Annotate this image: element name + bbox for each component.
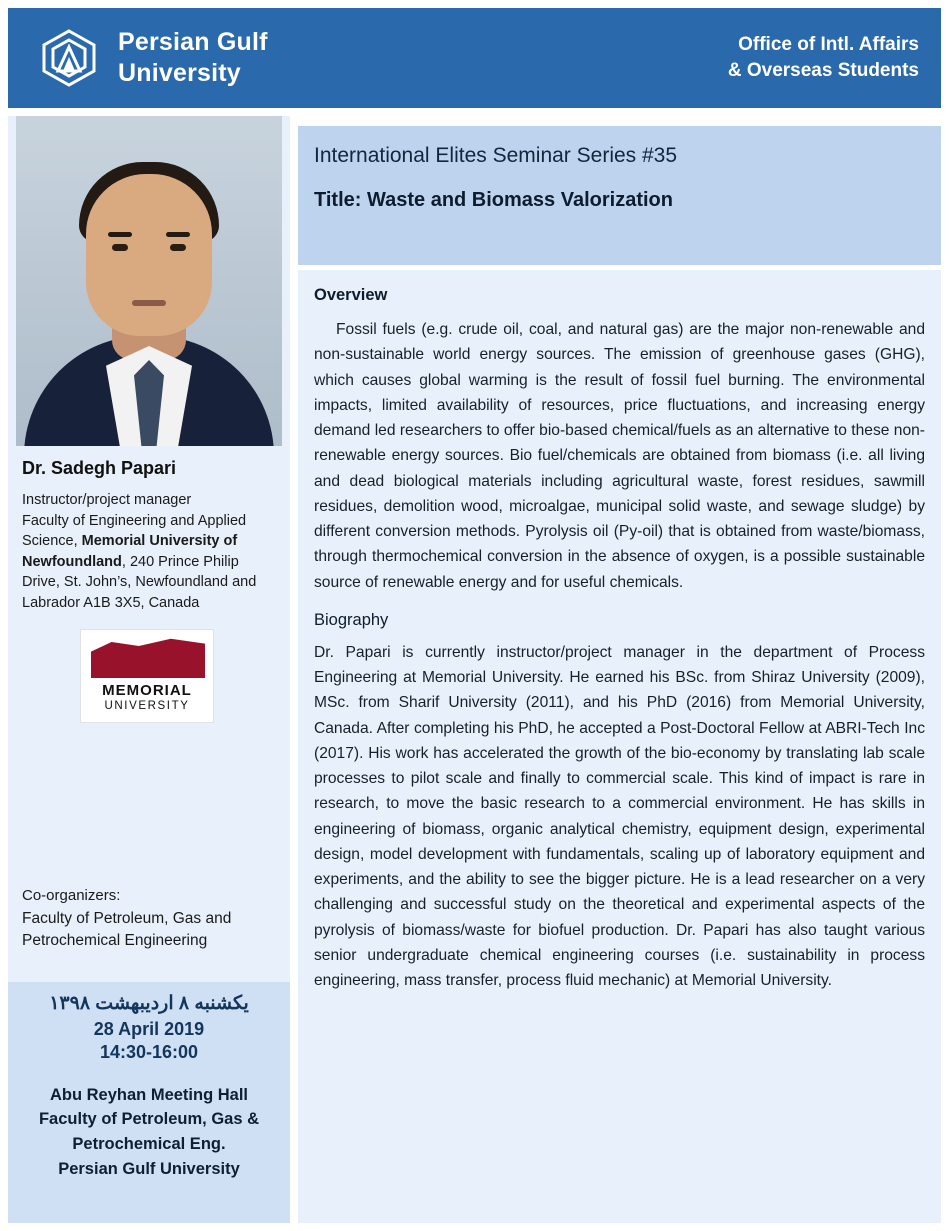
event-venue bbox=[8, 1083, 290, 1182]
event-venue-line3: Petrochemical Eng. bbox=[72, 1135, 226, 1154]
event-date-persian: یکشنبه ۸ اردیبهشت ۱۳۹۸ bbox=[49, 993, 249, 1014]
speaker-affiliation-post: , 240 Prince Philip Drive, St. John’s, Newfoundland and Labrador A1B 3X5, Canada bbox=[22, 553, 257, 611]
speaker-affiliation-pre: Faculty of Engineering and Applied Science, bbox=[22, 512, 247, 550]
office-title-line2: & Overseas Students bbox=[727, 60, 919, 81]
event-venue-line2: Faculty of Petroleum, Gas & bbox=[38, 1110, 260, 1129]
poster-header bbox=[8, 8, 941, 108]
co-organizers-value: Faculty of Petroleum, Gas and Petrochemical Engineering bbox=[22, 910, 232, 949]
speaker-name: Dr. Sadegh Papari bbox=[22, 458, 177, 478]
event-details-panel bbox=[8, 982, 290, 1223]
event-venue-line4: Persian Gulf University bbox=[58, 1159, 240, 1178]
biography-text: Dr. Papari is currently instructor/project manager in the department of Process Engineering at Memorial University. He earned his BSc. from Shiraz University (2009), MSc. from Sharif University (2011), and his PhD (2016) from Memorial University, Canada. After completing his PhD, he accepted a Post-Doctoral Fellow at ABRI-Tech Inc (2017). His work has accelerated the growth of the bio-economy by translating lab scale processes to pilot scale and finally to commercial scale. This kind of impact is rare in research, to move the basic research to a commercial environment. He has skills in engineering of biomass, organic analytical chemistry, equipment design, experimental design, model development with fundamentals, scaling up of laboratory equipment and experiments, and the ability to see the bigger picture. He is a lead researcher on a very challenging and successful study on the theoretical and experimental aspects of the pyrolysis of biomass/waste for biofuel production. Dr. Papari has also taught various senior undergraduate chemical engineering courses (i.e. sustainability in process engineering, mass transfer, process fluid mechanic) at Memorial University. bbox=[314, 643, 925, 989]
speaker-role: Instructor/project manager bbox=[22, 492, 192, 508]
co-organizers-label: Co-organizers: bbox=[22, 887, 121, 904]
persian-gulf-university-logo-icon bbox=[38, 27, 100, 89]
overview-heading: Overview bbox=[314, 286, 388, 304]
event-time: 14:30-16:00 bbox=[99, 1041, 199, 1062]
memorial-university-logo bbox=[80, 629, 214, 723]
university-name-line1: Persian Gulf bbox=[118, 27, 268, 56]
university-brand bbox=[38, 27, 268, 90]
event-date-gregorian: 28 April 2019 bbox=[93, 1018, 205, 1039]
university-name bbox=[118, 27, 268, 90]
speaker-portrait-photo bbox=[16, 116, 282, 446]
memorial-logo-word1: MEMORIAL bbox=[102, 682, 192, 699]
seminar-title-box bbox=[298, 126, 941, 265]
office-title bbox=[728, 32, 919, 83]
memorial-crest-icon bbox=[91, 638, 205, 678]
speaker-affiliation bbox=[22, 490, 278, 613]
seminar-series-label: International Elites Seminar Series #35 bbox=[314, 144, 678, 167]
event-venue-line1: Abu Reyhan Meeting Hall bbox=[49, 1085, 249, 1104]
seminar-body bbox=[298, 270, 941, 1223]
biography-heading: Biography bbox=[314, 610, 389, 629]
speaker-affiliation-institution: Memorial University of Newfoundland bbox=[22, 533, 238, 570]
overview-text: Fossil fuels (e.g. crude oil, coal, and natural gas) are the major non-renewable and non-sustainable world energy sources. The emission of greenhouse gases (GHG), which causes global warming is the result of fossil fuel burning. The environmental impacts, limited availability of resources, price fluctuations, and increasing energy demand led researchers to offer bio-based chemical/fuels as an alternative to these non-renewable energy sources. Bio fuel/chemicals are obtained from biomass (i.e. all living and dead biological materials including agricultural waste, forest residues, sawmill residues, demolition wood, microalgae, municipal solid waste, and sewage sludge) by different conversion methods. Pyrolysis oil (Py-oil) that is obtained from waste/biomass, through thermochemical conversion in the absence of oxygen, is a possible sustainable source of renewable energy and for useful chemicals. bbox=[314, 321, 925, 591]
university-name-line2: University bbox=[118, 59, 241, 87]
office-title-line1: Office of Intl. Affairs bbox=[738, 34, 919, 56]
memorial-logo-word2: UNIVERSITY bbox=[104, 700, 190, 712]
seminar-title: Title: Waste and Biomass Valorization bbox=[314, 189, 673, 211]
